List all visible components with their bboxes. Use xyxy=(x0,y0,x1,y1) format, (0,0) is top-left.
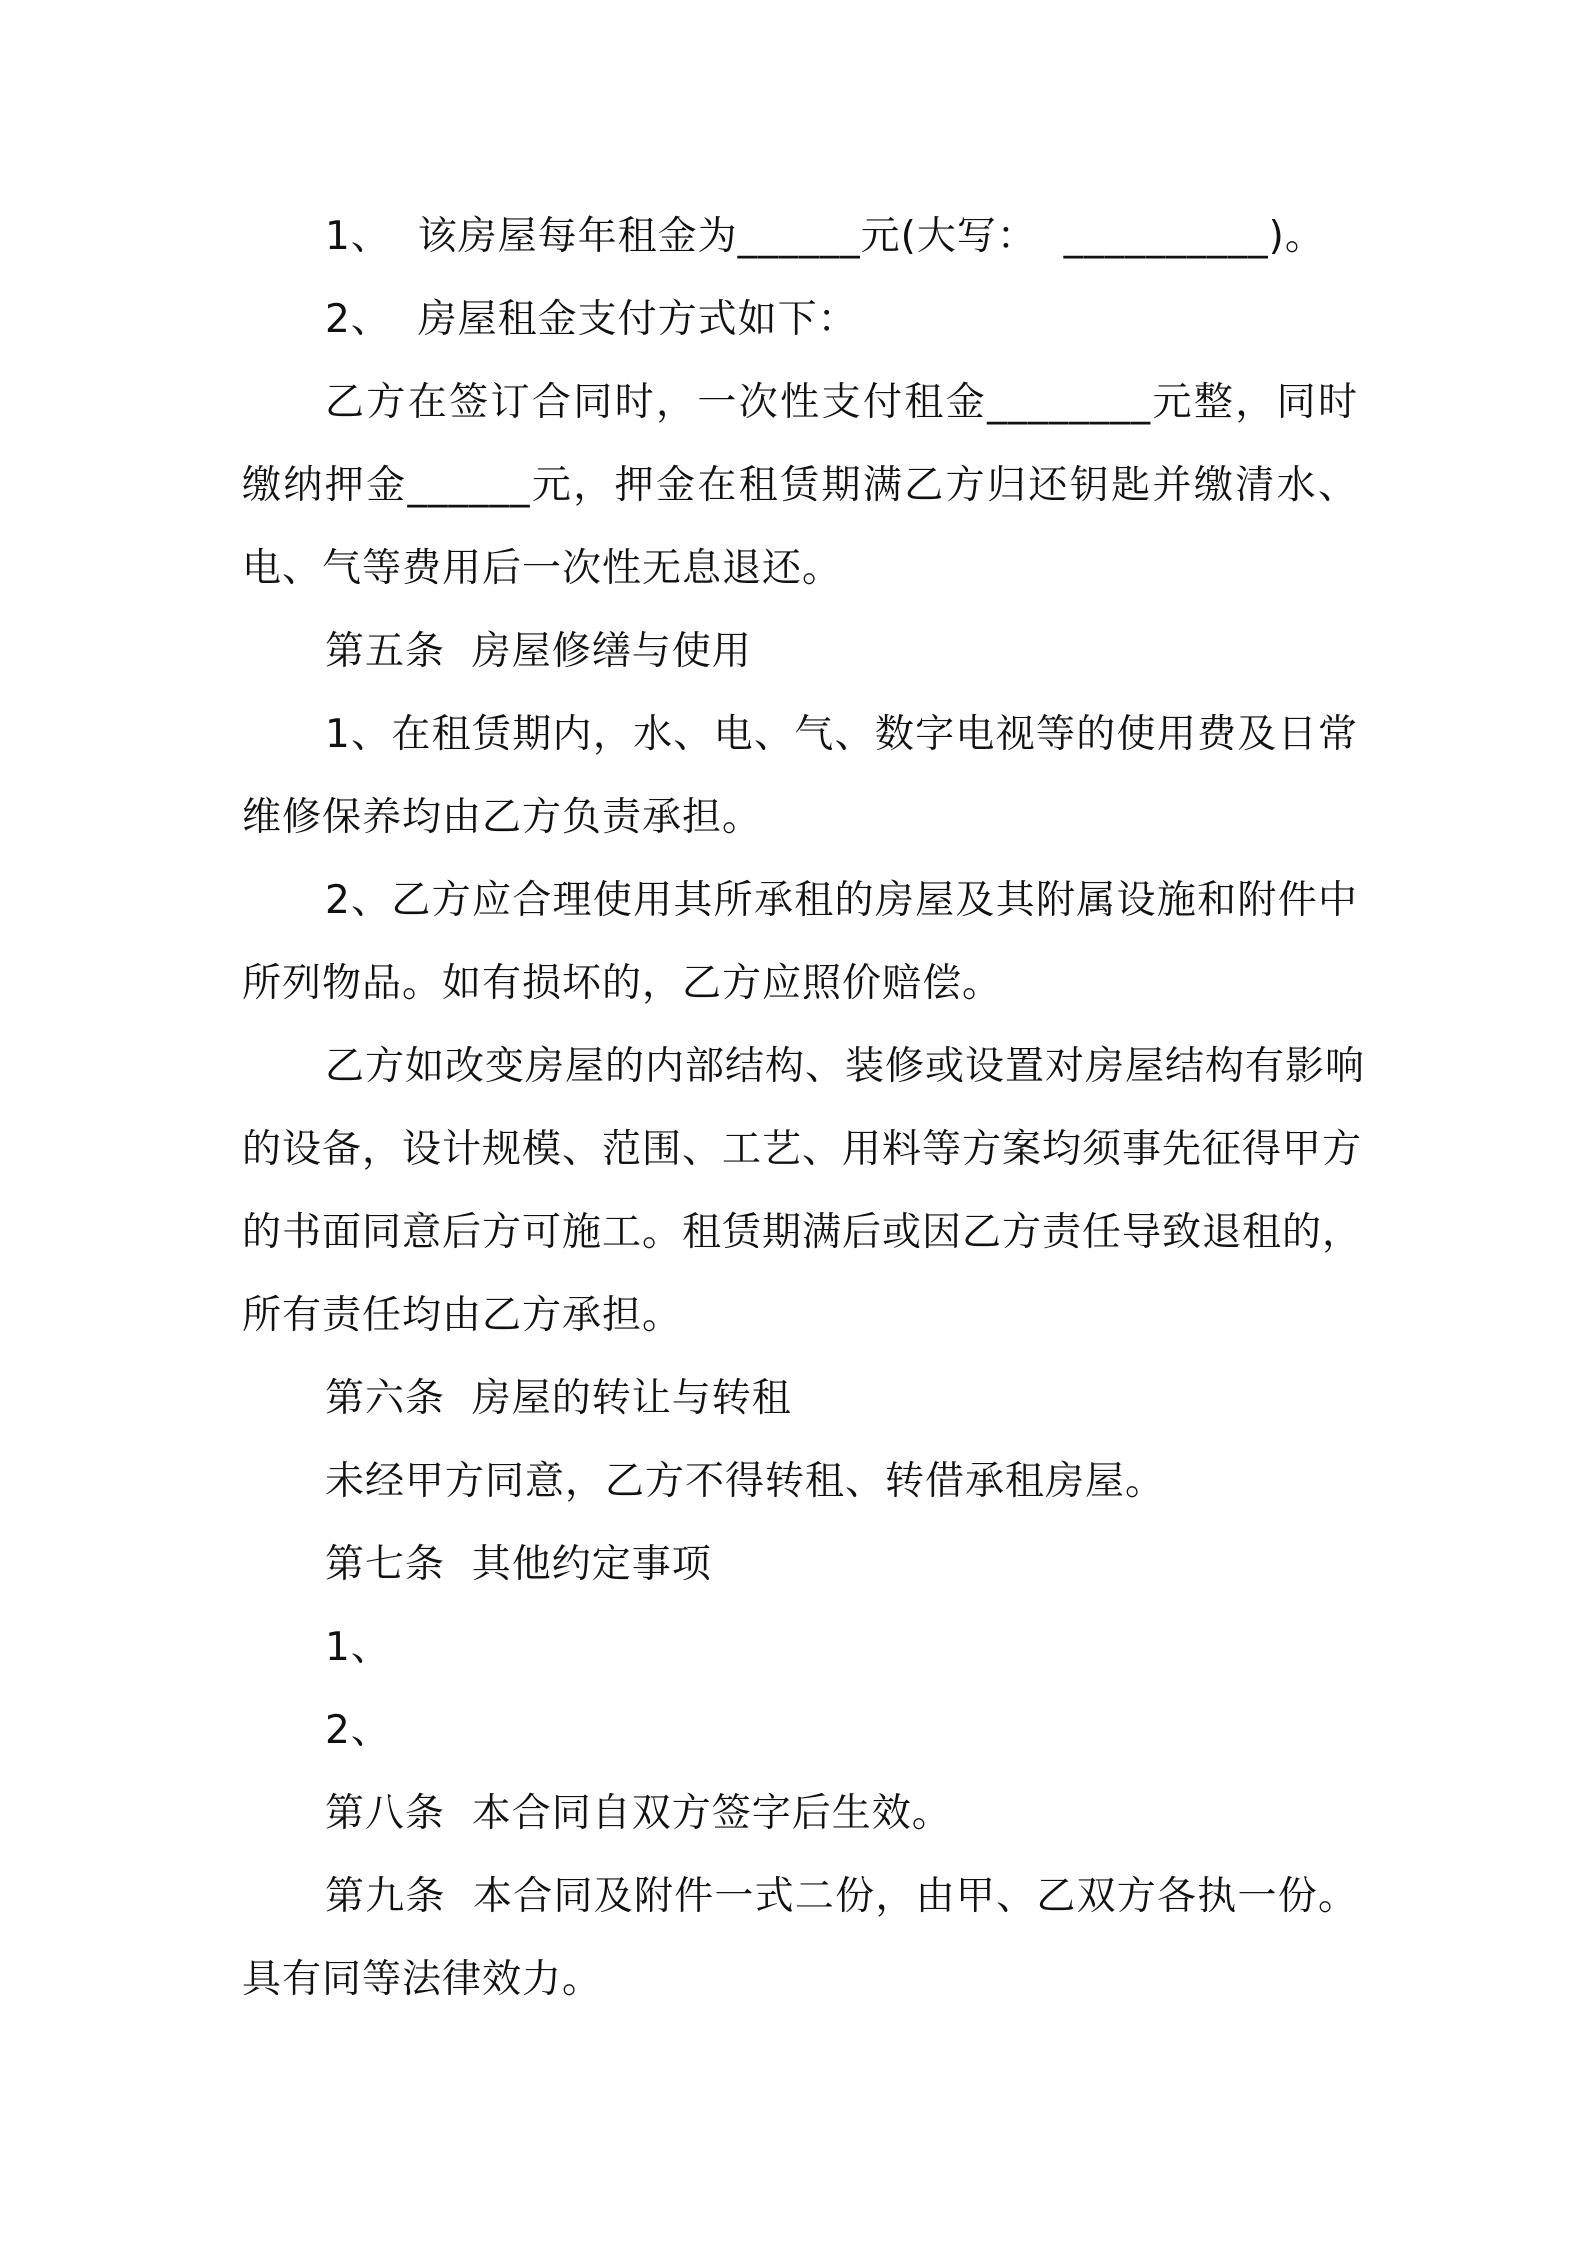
article-9-line-2: 具有同等法律效力。 xyxy=(242,1957,603,2002)
rent-amount-line: 1、 该房屋每年租金为______元(大写： __________)。 xyxy=(325,214,1325,259)
payment-method-heading: 2、 房屋租金支付方式如下： xyxy=(325,297,858,342)
renovation-paragraph-line-1: 乙方如改变房屋的内部结构、装修或设置对房屋结构有影响 xyxy=(325,1044,1366,1089)
payment-paragraph-line-2: 缴纳押金______元，押金在租赁期满乙方归还钥匙并缴清水、 xyxy=(242,463,1358,508)
article-5-item-1-line-2: 维修保养均由乙方负责承担。 xyxy=(242,795,763,840)
article-9-line-1: 第九条 本合同及附件一式二份，由甲、乙双方各执一份。 xyxy=(325,1874,1358,1919)
payment-paragraph-line-3: 电、气等费用后一次性无息退还。 xyxy=(242,546,843,591)
article-7-heading: 第七条 其他约定事项 xyxy=(325,1542,712,1587)
renovation-paragraph-line-2: 的设备，设计规模、范围、工艺、用料等方案均须事先征得甲方 xyxy=(242,1127,1363,1172)
article-6-heading: 第六条 房屋的转让与转租 xyxy=(325,1376,792,1421)
article-5-item-2-line-2: 所列物品。如有损坏的，乙方应照价赔偿。 xyxy=(242,961,1003,1006)
article-5-item-2-line-1: 2、乙方应合理使用其所承租的房屋及其附属设施和附件中 xyxy=(325,878,1358,923)
payment-paragraph-line-1: 乙方在签订合同时，一次性支付租金________元整，同时 xyxy=(325,380,1358,425)
article-8-text: 第八条 本合同自双方签字后生效。 xyxy=(325,1791,952,1836)
article-5-item-1-line-1: 1、在租赁期内，水、电、气、数字电视等的使用费及日常 xyxy=(325,712,1358,757)
contract-text xyxy=(242,195,1366,2021)
article-5-heading: 第五条 房屋修缮与使用 xyxy=(325,629,752,674)
article-7-item-2: 2、 xyxy=(325,1708,391,1753)
article-7-item-1: 1、 xyxy=(325,1625,391,1670)
renovation-paragraph-line-3: 的书面同意后方可施工。租赁期满后或因乙方责任导致退租的， xyxy=(242,1210,1363,1255)
renovation-paragraph-line-4: 所有责任均由乙方承担。 xyxy=(242,1293,683,1338)
article-6-text: 未经甲方同意，乙方不得转租、转借承租房屋。 xyxy=(325,1459,1166,1504)
